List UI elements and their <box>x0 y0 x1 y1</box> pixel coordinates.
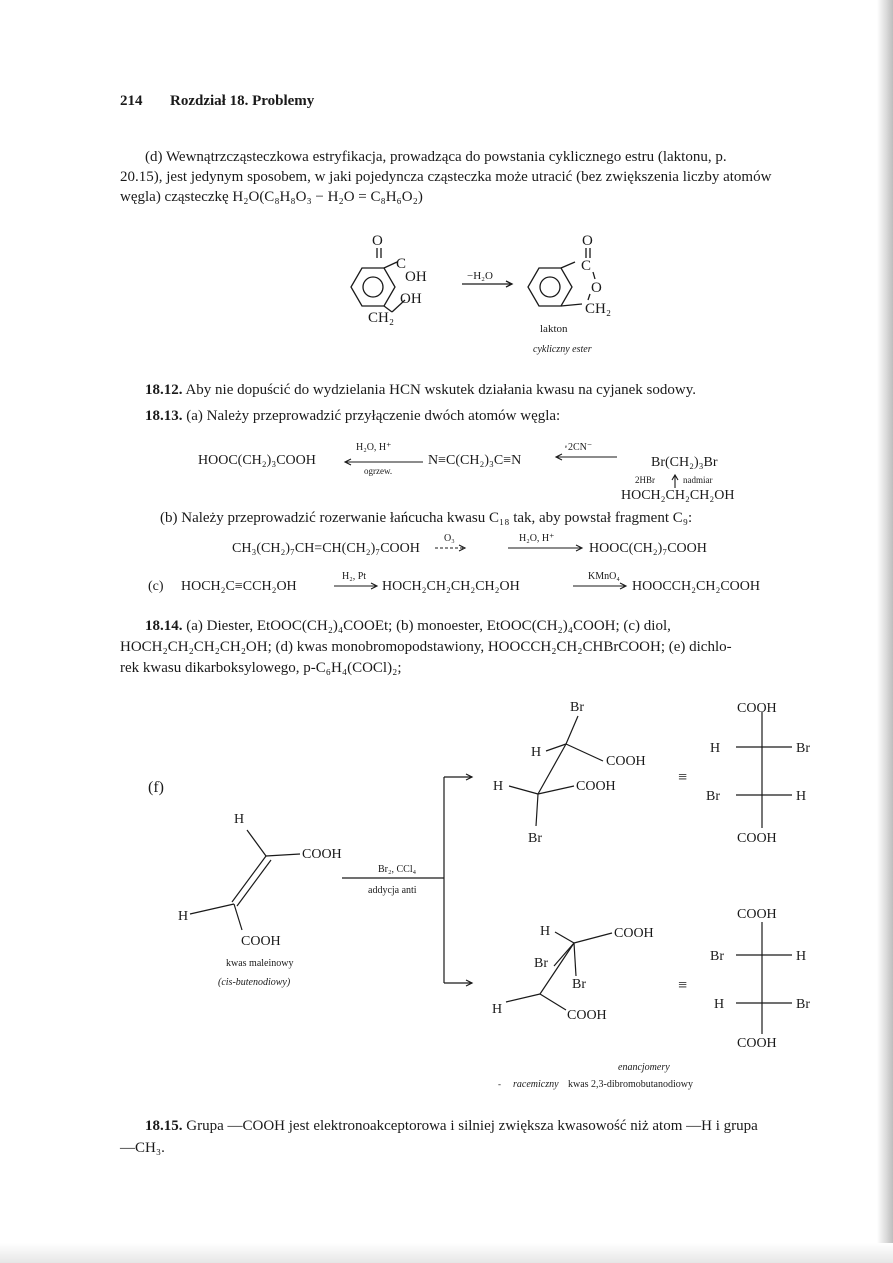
caption-acid-name: kwas 2,3-dibromobutanodiowy <box>568 1079 693 1090</box>
maleic-COOH-bottom: COOH <box>241 934 281 949</box>
upper-fischer-r1-left: H <box>710 741 721 756</box>
lower-fischer-r1-right: H <box>796 949 807 964</box>
upper-fischer-r2-left: Br <box>706 789 720 804</box>
maleic-bond-COOH-top <box>266 854 300 856</box>
section-18-15-line1: Grupa —COOH jest elektronoakceptorowa i silniej zwiększa kwasowość niż atom —H i grupa <box>186 1118 758 1134</box>
eq-a-middle: N≡C(CH₂)₃C≡N <box>428 453 522 468</box>
upper-fischer-top: COOH <box>737 701 777 716</box>
lower-bond-H2 <box>506 994 540 1002</box>
eq-c-arrow2: KMnO₄ <box>588 571 620 582</box>
caption-dash: - <box>498 1079 501 1089</box>
section-f-label: (f) <box>148 779 164 796</box>
lower-Br2: Br <box>572 977 586 992</box>
section-18-14-number: 18.14. <box>145 618 183 634</box>
eq-c-right: HOOCCH₂CH₂COOH <box>632 579 760 594</box>
section-18-14-line3: rek kwasu dikarboksylowego, p-C₆H₄(COCl)₂; <box>120 660 402 676</box>
lower-fischer-r2-right: Br <box>796 997 810 1012</box>
eq-a-arrow1-top: H₂O, H⁺ <box>356 442 392 453</box>
lactone-O-left: O <box>372 233 383 249</box>
upper-bond-Br-bottom <box>536 794 538 826</box>
eq-a-bottom: HOCH₂CH₂CH₂OH <box>621 488 735 503</box>
maleic-bond-H-top <box>247 830 266 856</box>
upper-bond-COOH1 <box>566 744 603 761</box>
eq-b-left: CH₃(CH₂)₇CH=CH(CH₂)₇COOH <box>232 541 420 556</box>
lower-bond-H1 <box>555 932 574 943</box>
upper-Br-top: Br <box>570 700 584 715</box>
section-18-12-text: Aby nie dopuścić do wydzielania HCN wskutek działania kwasu na cyjanek sodowy. <box>185 382 697 398</box>
reagent-top: Br₂, CCl₄ <box>378 864 417 875</box>
lower-bond-COOH1 <box>574 933 612 943</box>
upper-H1: H <box>531 745 542 760</box>
upper-equiv: ≡ <box>678 769 688 786</box>
section-18-13-b-text: (b) Należy przeprowadzić rozerwanie łańcucha kwasu C₁₈ tak, aby powstał fragment C₉: <box>160 510 693 526</box>
lactone-OH2: OH <box>400 291 422 307</box>
section-18-13-text: (a) Należy przeprowadzić przyłączenie dwóch atomów węgla: <box>186 408 561 424</box>
lower-bond-COOH2 <box>540 994 566 1010</box>
lower-fischer-bottom: COOH <box>737 1036 777 1051</box>
section-18-13-number: 18.13. <box>145 408 183 424</box>
section-18-12-number: 18.12. <box>145 382 183 398</box>
maleic-COOH-top: COOH <box>302 847 342 862</box>
upper-bond-COOH2 <box>538 786 574 794</box>
eq-b-arrow1: O₃ <box>444 533 455 544</box>
lactone-OH1: OH <box>405 269 427 285</box>
maleic-name: kwas maleinowy <box>226 958 294 969</box>
eq-a-warm-mark: ᵉ <box>565 443 568 452</box>
lactone-label: lakton <box>540 323 568 335</box>
lower-equiv: ≡ <box>678 977 688 994</box>
paragraph-d-line2: 20.15), jest jedynym sposobem, w jaki pojedyncza cząsteczka może utracić (bez zwiększenia liczby atomów <box>120 169 772 185</box>
lower-H2: H <box>492 1002 503 1017</box>
maleic-bond-H-bottom <box>190 904 234 914</box>
eq-b-arrow2: H₂O, H⁺ <box>519 533 555 544</box>
upper-fischer-bottom: COOH <box>737 831 777 846</box>
lower-bond-Br2 <box>574 943 576 976</box>
upper-COOH1: COOH <box>606 754 646 769</box>
lower-Br1: Br <box>534 956 548 971</box>
lactone-O-ring: O <box>591 280 602 296</box>
maleic-H-top: H <box>234 812 245 827</box>
eq-a-arrow1-bottom: ogrzew. <box>364 466 393 476</box>
maleic-double-bond-1 <box>232 856 266 902</box>
lactone-C-right: C <box>581 258 592 274</box>
upper-Br-bottom: Br <box>528 831 542 846</box>
section-18-15-number: 18.15. <box>145 1118 183 1134</box>
upper-H2: H <box>493 779 504 794</box>
lactone-CH2-right: CH₂ <box>585 301 612 317</box>
eq-c-prefix: (c) <box>148 579 164 594</box>
upper-bond-H2 <box>509 786 538 794</box>
lactone-CH2-left: CH₂ <box>368 310 395 326</box>
lower-fischer-r1-left: Br <box>710 949 724 964</box>
chapter-title: Rozdział 18. Problemy <box>170 93 315 109</box>
eq-a-left: HOOC(CH₂)₃COOH <box>198 453 316 468</box>
arrow-label-minus-water: −H₂O <box>467 270 493 282</box>
eq-c-arrow1: H₂, Pt <box>342 571 367 582</box>
upper-COOH2: COOH <box>576 779 616 794</box>
lactone-C-left: C <box>396 256 407 272</box>
eq-a-arrow3-left: 2HBr <box>635 475 655 485</box>
paragraph-d-line3: węgla) cząsteczkę H₂O(C₈H₈O₃ − H₂O = C₈H₆O₂) <box>120 189 423 205</box>
caption-racemic: racemiczny <box>513 1079 559 1090</box>
caption-enantiomers: enancjomery <box>618 1062 670 1073</box>
lactone-sublabel: cykliczny ester <box>533 344 592 355</box>
section-18-14-line2: HOCH₂CH₂CH₂CH₂OH; (d) kwas monobromopodstawiony, HOOCCH₂CH₂CHBrCOOH; (e) dichlo- <box>120 639 732 655</box>
eq-b-right: HOOC(CH₂)₇COOH <box>589 541 707 556</box>
eq-c-middle: HOCH₂CH₂CH₂CH₂OH <box>382 579 520 594</box>
lower-COOH1: COOH <box>614 926 654 941</box>
upper-central-bond <box>538 744 566 794</box>
eq-a-right: Br(CH₂)₃Br <box>651 455 718 470</box>
lower-fischer-r2-left: H <box>714 997 725 1012</box>
maleic-name2: (cis-butenodiowy) <box>218 977 291 988</box>
eq-a-arrow2-top: 2CN⁻ <box>568 442 593 453</box>
upper-bond-Br-top <box>566 716 578 744</box>
maleic-double-bond-2 <box>237 860 271 906</box>
lower-fischer-top: COOH <box>737 907 777 922</box>
eq-a-arrow3-right: nadmiar <box>683 475 713 485</box>
lactone-O-right: O <box>582 233 593 249</box>
lower-COOH2: COOH <box>567 1008 607 1023</box>
eq-c-left: HOCH₂C≡CCH₂OH <box>181 579 297 594</box>
upper-fischer-r2-right: H <box>796 789 807 804</box>
lower-H1: H <box>540 924 551 939</box>
reagent-bottom: addycja anti <box>368 885 417 896</box>
section-18-15-line2: —CH₃. <box>120 1140 165 1156</box>
upper-fischer-r1-right: Br <box>796 741 810 756</box>
section-18-14-line1: (a) Diester, EtOOC(CH₂)₄COOEt; (b) monoester, EtOOC(CH₂)₄COOH; (c) diol, <box>186 618 671 634</box>
paragraph-d-line1: (d) Wewnątrzcząsteczkowa estryfikacja, prowadząca do powstania cyklicznego estru (laktonu, p. <box>145 149 727 165</box>
maleic-H-bottom: H <box>178 909 189 924</box>
page-number: 214 <box>120 93 143 109</box>
maleic-bond-COOH-bottom <box>234 904 242 930</box>
